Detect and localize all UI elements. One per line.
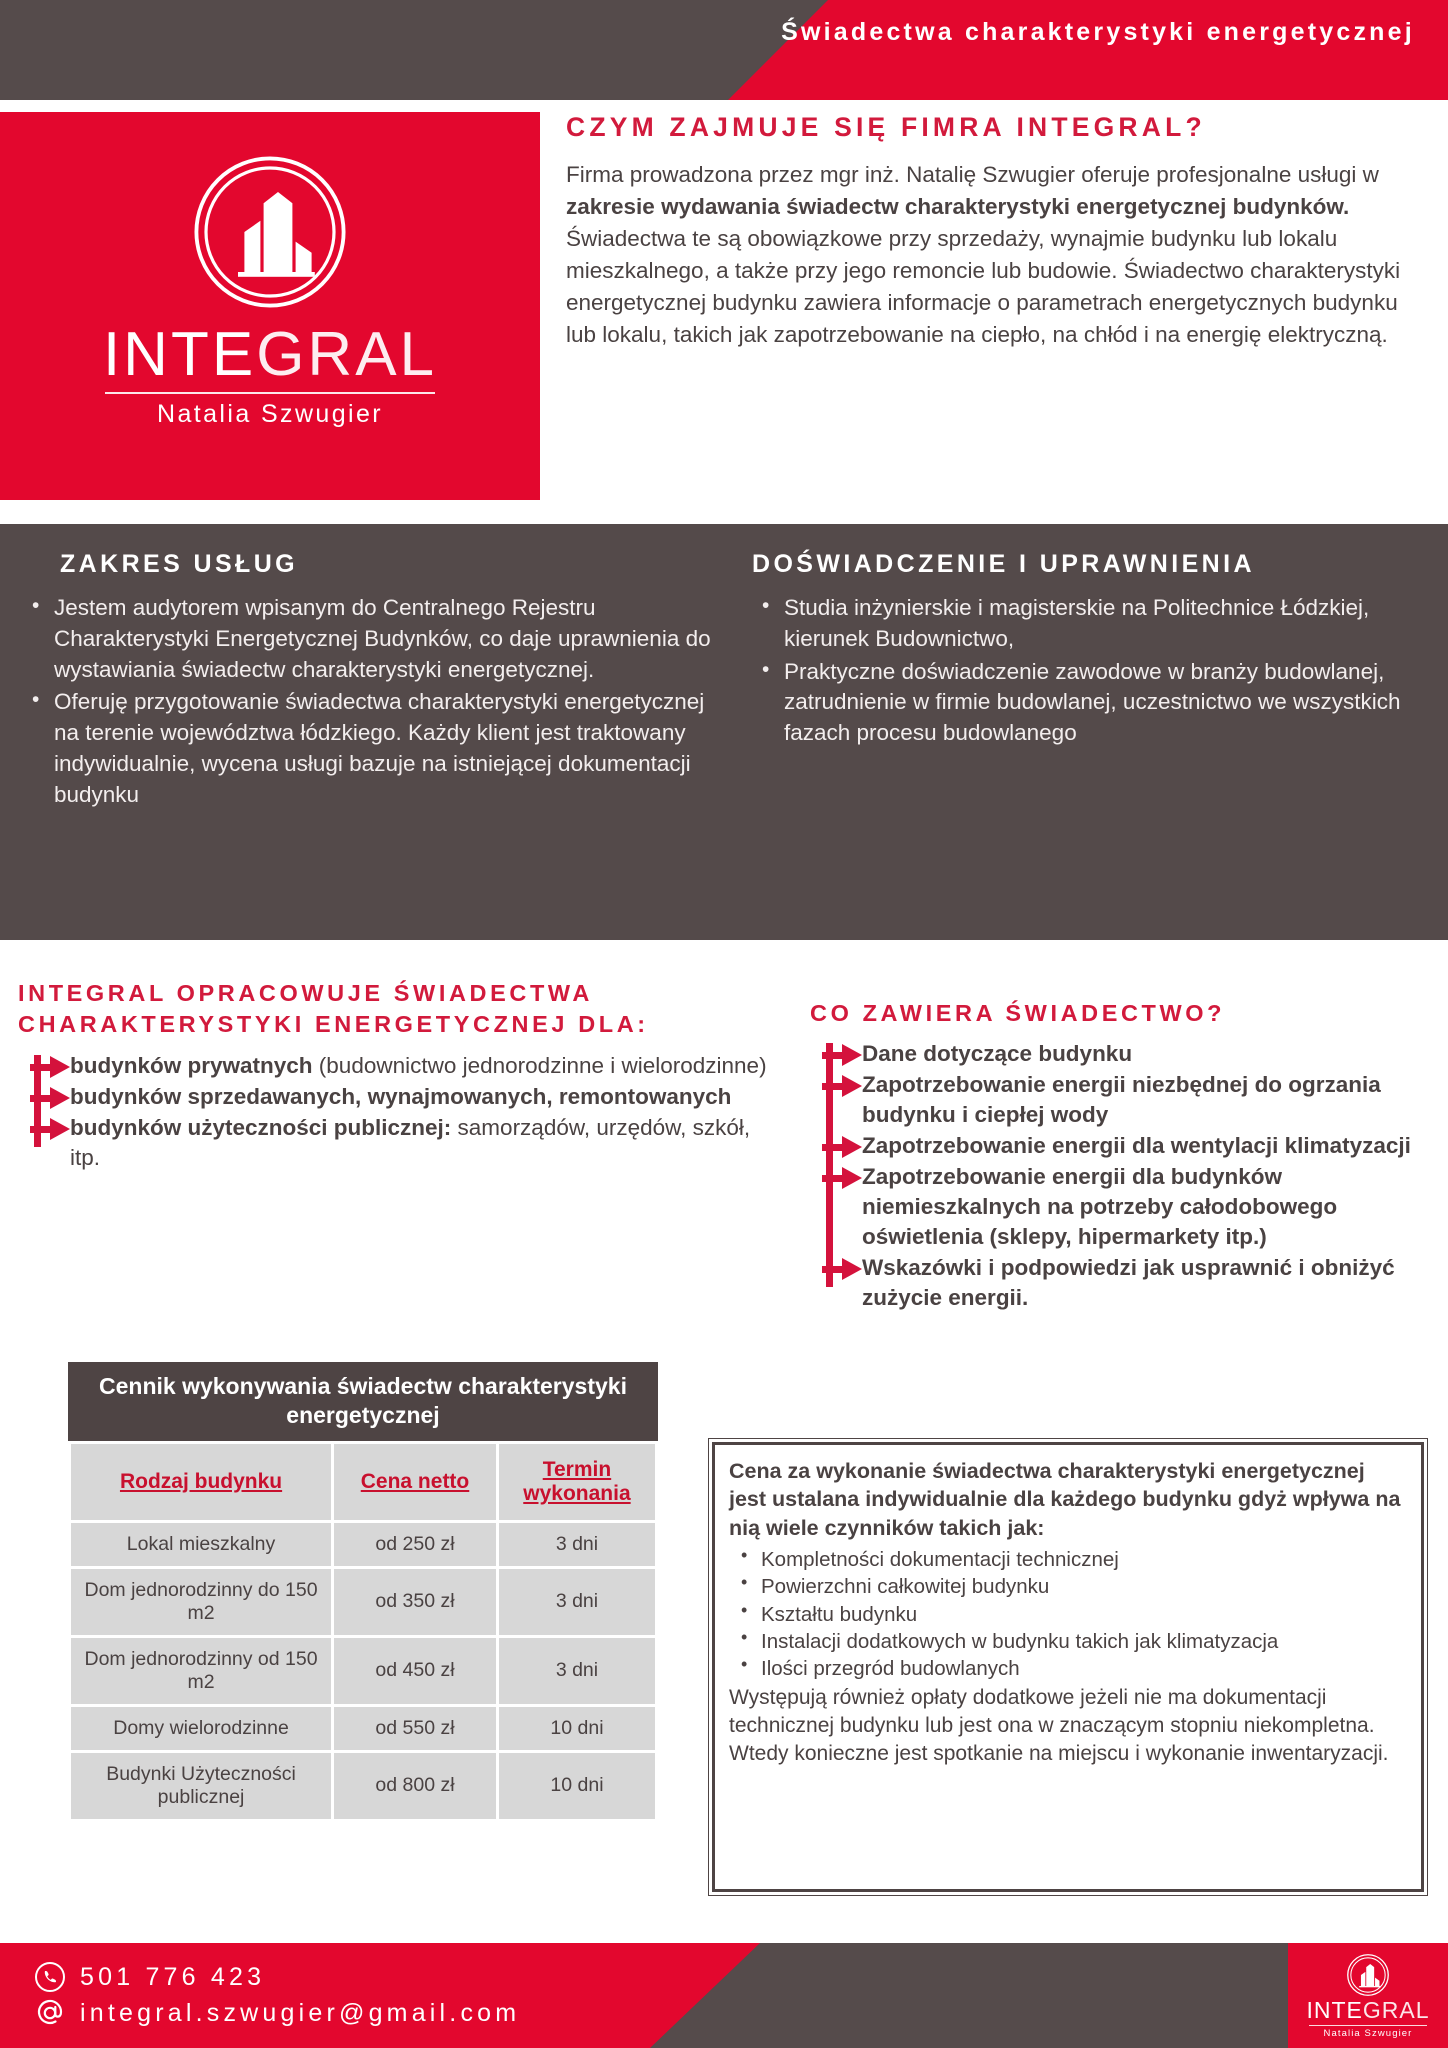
list-item: • Studia inżynierskie i magisterskie na Politechnice Łódzkiej, kierunek Budownictwo, [752, 593, 1432, 655]
arrow-right-icon [822, 1261, 862, 1277]
logo-word-bold: INTE [102, 320, 257, 389]
logo-word-thin: GRAL [256, 320, 438, 389]
arrow-right-icon [822, 1047, 862, 1063]
pricing-table [68, 1362, 658, 1822]
arrow-right-icon [822, 1170, 862, 1186]
list-item: • Jestem audytorem wpisanym do Centralnego Rejestru Charakterystyki Energetycznej Budynków, co daje uprawnienia do wystawiania świadectw charakterystyki energetycznej. [22, 593, 722, 685]
list-item: • Ilości przegród budowlanych [729, 1655, 1407, 1682]
footer-logo-divider [1309, 2025, 1427, 2026]
cell-type: Dom jednorodzinny od 150 m2 [71, 1638, 331, 1704]
scope-item-bold: budynków sprzedawanych, wynajmowanych, remontowanych [70, 1083, 732, 1109]
list-item [862, 1131, 1430, 1161]
note-tail-text: Występują również opłaty dodatkowe jeżeli nie ma dokumentacji technicznej budynku lub jest ona w znaczącym stopniu niekompletna. Wtedy konieczne jest spotkanie na miejscu i wykonanie inwentaryzacji. [729, 1686, 1389, 1766]
list-item: • Kształtu budynku [729, 1601, 1407, 1628]
contains-item-text: Zapotrzebowanie energii dla wentylacji klimatyzacji [862, 1133, 1411, 1159]
cell-type: Lokal mieszkalny [71, 1523, 331, 1566]
list-item [70, 1051, 778, 1081]
services-heading: ZAKRES USŁUG [60, 550, 299, 578]
list-item: • Kompletności dokumentacji technicznej [729, 1546, 1407, 1573]
cell-term: 3 dni [499, 1523, 655, 1566]
page-header [0, 0, 1448, 100]
footer-logo-wordmark [1306, 1996, 1430, 2023]
footer-logo-word-2: GRAL [1362, 1996, 1430, 2023]
contact-phone-row[interactable] [34, 1961, 520, 1993]
logo-panel [0, 112, 540, 500]
pricing-grid [68, 1441, 658, 1822]
contains-list [862, 1039, 1430, 1312]
contains-item-text: Dane dotyczące budynku [862, 1041, 1133, 1067]
cell-term: 10 dni [499, 1753, 655, 1819]
services-list [22, 593, 722, 811]
list-item [862, 1253, 1430, 1313]
cell-price: od 350 zł [334, 1569, 496, 1635]
cell-price: od 550 zł [334, 1707, 496, 1750]
services-band [0, 524, 1448, 940]
table-row [71, 1523, 655, 1566]
building-circle-icon [190, 152, 350, 312]
arrow-right-icon [822, 1078, 862, 1094]
scope-section [18, 978, 778, 1174]
cell-type: Dom jednorodzinny do 150 m2 [71, 1569, 331, 1635]
scope-item-rest: (budownictwo jednorodzinne i wielorodzinne) [312, 1052, 767, 1078]
contact-email-row[interactable] [34, 1997, 520, 2029]
cell-type: Budynki Użyteczności publicznej [71, 1753, 331, 1819]
column-header-type: Rodzaj budynku [71, 1444, 331, 1520]
scope-heading: INTEGRAL OPRACOWUJE ŚWIADECTWA CHARAKTERYSTYKI ENERGETYCZNEJ DLA: [18, 980, 649, 1038]
experience-heading: DOŚWIADCZENIE I UPRAWNIENIA [752, 550, 1255, 578]
cell-term: 10 dni [499, 1707, 655, 1750]
table-row [71, 1707, 655, 1750]
building-circle-icon [1346, 1953, 1390, 1997]
intro-text-c: Świadectwa te są obowiązkowe przy sprzedaży, wynajmie budynku lub lokalu mieszkalnego, a także przy jego remoncie lub budowie. Świadectwo charakterystyki energetycznej budynku zawiera informacje o parametrach energetycznych budynku lub lokalu, takich jak zapotrzebowanie na ciepło, na chłód i na energię elektryczną. [566, 225, 1401, 347]
contains-item-text: Zapotrzebowanie energii niezbędnej do ogrzania budynku i ciepłej wody [862, 1072, 1381, 1128]
footer-logo-subtitle: Natalia Szwugier [1323, 2027, 1413, 2039]
pricing-caption: Cennik wykonywania świadectw charakterystyki energetycznej [68, 1362, 658, 1441]
arrow-right-icon [822, 1139, 862, 1155]
page-footer [0, 1943, 1448, 2048]
list-item: • Oferuję przygotowanie świadectwa charakterystyki energetycznej na terenie województwa łódzkiego. Każdy klient jest traktowany indywidualnie, wycena usługi bazuje na istniejącej dokumentacji budynku [22, 687, 722, 810]
experience-list [752, 593, 1432, 749]
intro-text-a: Firma prowadzona przez mgr inż. Natalię Szwugier oferuje profesjonalne usługi w [566, 162, 1379, 187]
contains-section [810, 998, 1430, 1314]
scope-arrow-wrap [18, 1051, 778, 1173]
cell-type: Domy wielorodzinne [71, 1707, 331, 1750]
logo-divider [105, 392, 435, 394]
list-item [70, 1113, 778, 1173]
contains-item-text: Wskazówki i podpowiedzi jak usprawnić i obniżyć zużycie energii. [862, 1254, 1395, 1310]
list-item [70, 1082, 778, 1112]
table-row [71, 1638, 655, 1704]
list-item [862, 1070, 1430, 1130]
page-title: Świadectwa charakterystyki energetycznej [781, 18, 1415, 46]
contains-arrow-wrap [810, 1039, 1430, 1312]
email-address: integral.szwugier@gmail.com [80, 1998, 521, 2027]
intro-paragraph [566, 159, 1416, 351]
phone-number: 501 776 423 [80, 1962, 266, 1991]
table-row [71, 1569, 655, 1635]
cell-price: od 250 zł [334, 1523, 496, 1566]
list-item: • Powierzchni całkowitej budynku [729, 1573, 1407, 1600]
arrow-right-icon [30, 1059, 70, 1075]
header-red-wedge [728, 0, 1448, 100]
cell-price: od 450 zł [334, 1638, 496, 1704]
note-factor-list [729, 1546, 1407, 1682]
logo-subtitle: Natalia Szwugier [157, 400, 383, 428]
scope-item-bold: budynków użyteczności publicznej: [70, 1114, 452, 1140]
at-icon [34, 1997, 66, 2029]
scope-list [70, 1051, 778, 1173]
scope-item-bold: budynków prywatnych [70, 1052, 313, 1078]
footer-logo-word-1: INTE [1306, 1996, 1363, 2023]
arrow-right-icon [30, 1090, 70, 1106]
cell-term: 3 dni [499, 1569, 655, 1635]
list-item [862, 1162, 1430, 1252]
price-note-box [712, 1442, 1424, 1892]
note-lead-text: Cena za wykonanie świadectwa charakterystyki energetycznej jest ustalana indywidualnie dla każdego budynku gdyż wpływa na nią wiele czynników takich jak: [729, 1459, 1401, 1540]
intro-section [566, 112, 1416, 351]
table-header-row [71, 1444, 655, 1520]
footer-logo [1288, 1943, 1448, 2048]
arrow-right-icon [30, 1121, 70, 1137]
contains-item-text: Zapotrzebowanie energii dla budynków niemieszkalnych na potrzeby całodobowego oświetlenia (sklepy, hipermarkety itp.) [862, 1164, 1338, 1250]
list-item [862, 1039, 1430, 1069]
experience-column [752, 550, 1432, 751]
intro-heading: CZYM ZAJMUJE SIĘ FIMRA INTEGRAL? [566, 112, 1206, 142]
column-header-price: Cena netto [334, 1444, 496, 1520]
logo-wordmark [102, 320, 438, 389]
contains-heading: CO ZAWIERA ŚWIADECTWO? [810, 1000, 1226, 1026]
intro-text-b: zakresie wydawania świadectw charakterystyki energetycznej budynków. [566, 193, 1350, 219]
table-row [71, 1753, 655, 1819]
contact-block [34, 1961, 520, 2029]
list-item: • Instalacji dodatkowych w budynku takich jak klimatyzacja [729, 1628, 1407, 1655]
list-item: • Praktyczne doświadczenie zawodowe w branży budowlanej, zatrudnienie w firmie budowlanej, uczestnictwo we wszystkich fazach procesu budowlanego [752, 657, 1432, 749]
phone-icon [34, 1961, 66, 1993]
cell-price: od 800 zł [334, 1753, 496, 1819]
cell-term: 3 dni [499, 1638, 655, 1704]
services-column [22, 550, 722, 813]
scope-item-rest: samorządów, urzędów, szkół, itp. [70, 1114, 751, 1170]
column-header-term: Termin wykonania [499, 1444, 655, 1520]
